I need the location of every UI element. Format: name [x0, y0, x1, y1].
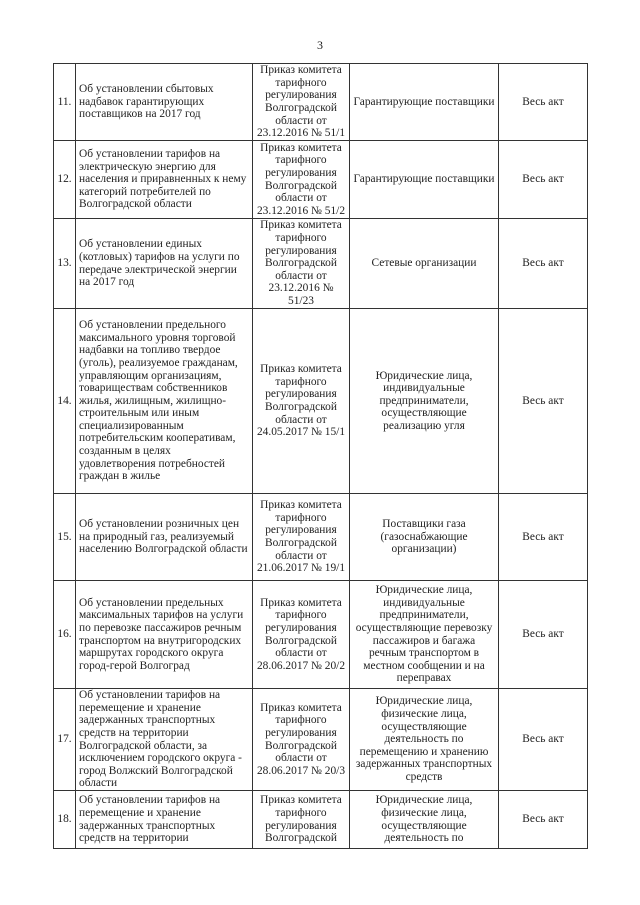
row-number: 12.: [54, 141, 76, 219]
act-scope: Весь акт: [499, 219, 588, 309]
order-reference: Приказ комитета тарифного регулирования Волгоградской области от 24.05.2017 № 15/1: [253, 309, 350, 494]
row-number: 11.: [54, 64, 76, 141]
table-row: [54, 581, 588, 689]
order-reference: Приказ комитета тарифного регулирования Волгоградской: [253, 791, 350, 849]
table-row: [54, 791, 588, 849]
act-title: Об установлении предельного максимального уровня торговой надбавки на топливо твердое (уголь), реализуемое гражданам, управляющим организациям, товариществам собственников жилья, жилищным, жилищно-строительным или иным специализированным потребительским кооперативам, созданным в целях удовлетворения потребностей граждан в жилье: [76, 309, 253, 494]
row-number: 16.: [54, 581, 76, 689]
affected-parties: Юридические лица, физические лица, осуществляющие деятельность по перемещению и хранению задержанных транспортных средств: [350, 689, 499, 791]
acts-table: [53, 63, 588, 849]
row-number: 15.: [54, 494, 76, 581]
affected-parties: Юридические лица, индивидуальные предприниматели, осуществляющие перевозку пассажиров и багажа речным транспортом в местном сообщении и на переправах: [350, 581, 499, 689]
act-title: Об установлении предельных максимальных тарифов на услуги по перевозке пассажиров речным транспортом на внутригородских маршрутах городского округа город-герой Волгоград: [76, 581, 253, 689]
act-scope: Весь акт: [499, 64, 588, 141]
act-scope: Весь акт: [499, 791, 588, 849]
affected-parties: Юридические лица, физические лица, осуществляющие деятельность по: [350, 791, 499, 849]
act-title: Об установлении сбытовых надбавок гарантирующих поставщиков на 2017 год: [76, 64, 253, 141]
act-scope: Весь акт: [499, 689, 588, 791]
act-scope: Весь акт: [499, 494, 588, 581]
act-scope: Весь акт: [499, 309, 588, 494]
row-number: 18.: [54, 791, 76, 849]
order-reference: Приказ комитета тарифного регулирования Волгоградской области от 21.06.2017 № 19/1: [253, 494, 350, 581]
row-number: 17.: [54, 689, 76, 791]
act-title: Об установлении тарифов на перемещение и хранение задержанных транспортных средств на территории: [76, 791, 253, 849]
table-row: [54, 689, 588, 791]
act-title: Об установлении тарифов на электрическую энергию для населения и приравненных к нему категорий потребителей по Волгоградской области: [76, 141, 253, 219]
order-reference: Приказ комитета тарифного регулирования Волгоградской области от 28.06.2017 № 20/2: [253, 581, 350, 689]
order-reference: Приказ комитета тарифного регулирования Волгоградской области от 23.12.2016 № 51/23: [253, 219, 350, 309]
table-row: [54, 141, 588, 219]
affected-parties: Юридические лица, индивидуальные предприниматели, осуществляющие реализацию угля: [350, 309, 499, 494]
act-title: Об установлении единых (котловых) тарифов на услуги по передаче электрической энергии на 2017 год: [76, 219, 253, 309]
order-reference: Приказ комитета тарифного регулирования Волгоградской области от 23.12.2016 № 51/1: [253, 64, 350, 141]
affected-parties: Гарантирующие поставщики: [350, 64, 499, 141]
row-number: 13.: [54, 219, 76, 309]
table-row: [54, 219, 588, 309]
table-row: [54, 309, 588, 494]
order-reference: Приказ комитета тарифного регулирования Волгоградской области от 28.06.2017 № 20/3: [253, 689, 350, 791]
order-reference: Приказ комитета тарифного регулирования Волгоградской области от 23.12.2016 № 51/2: [253, 141, 350, 219]
act-scope: Весь акт: [499, 581, 588, 689]
table-row: [54, 64, 588, 141]
table-row: [54, 494, 588, 581]
affected-parties: Поставщики газа (газоснабжающие организации): [350, 494, 499, 581]
page-number: 3: [317, 38, 323, 52]
row-number: 14.: [54, 309, 76, 494]
act-title: Об установлении тарифов на перемещение и хранение задержанных транспортных средств на территории Волгоградской области, за исключением городского округа - город Волжский Волгоградской области: [76, 689, 253, 791]
act-title: Об установлении розничных цен на природный газ, реализуемый населению Волгоградской области: [76, 494, 253, 581]
act-scope: Весь акт: [499, 141, 588, 219]
affected-parties: Сетевые организации: [350, 219, 499, 309]
affected-parties: Гарантирующие поставщики: [350, 141, 499, 219]
